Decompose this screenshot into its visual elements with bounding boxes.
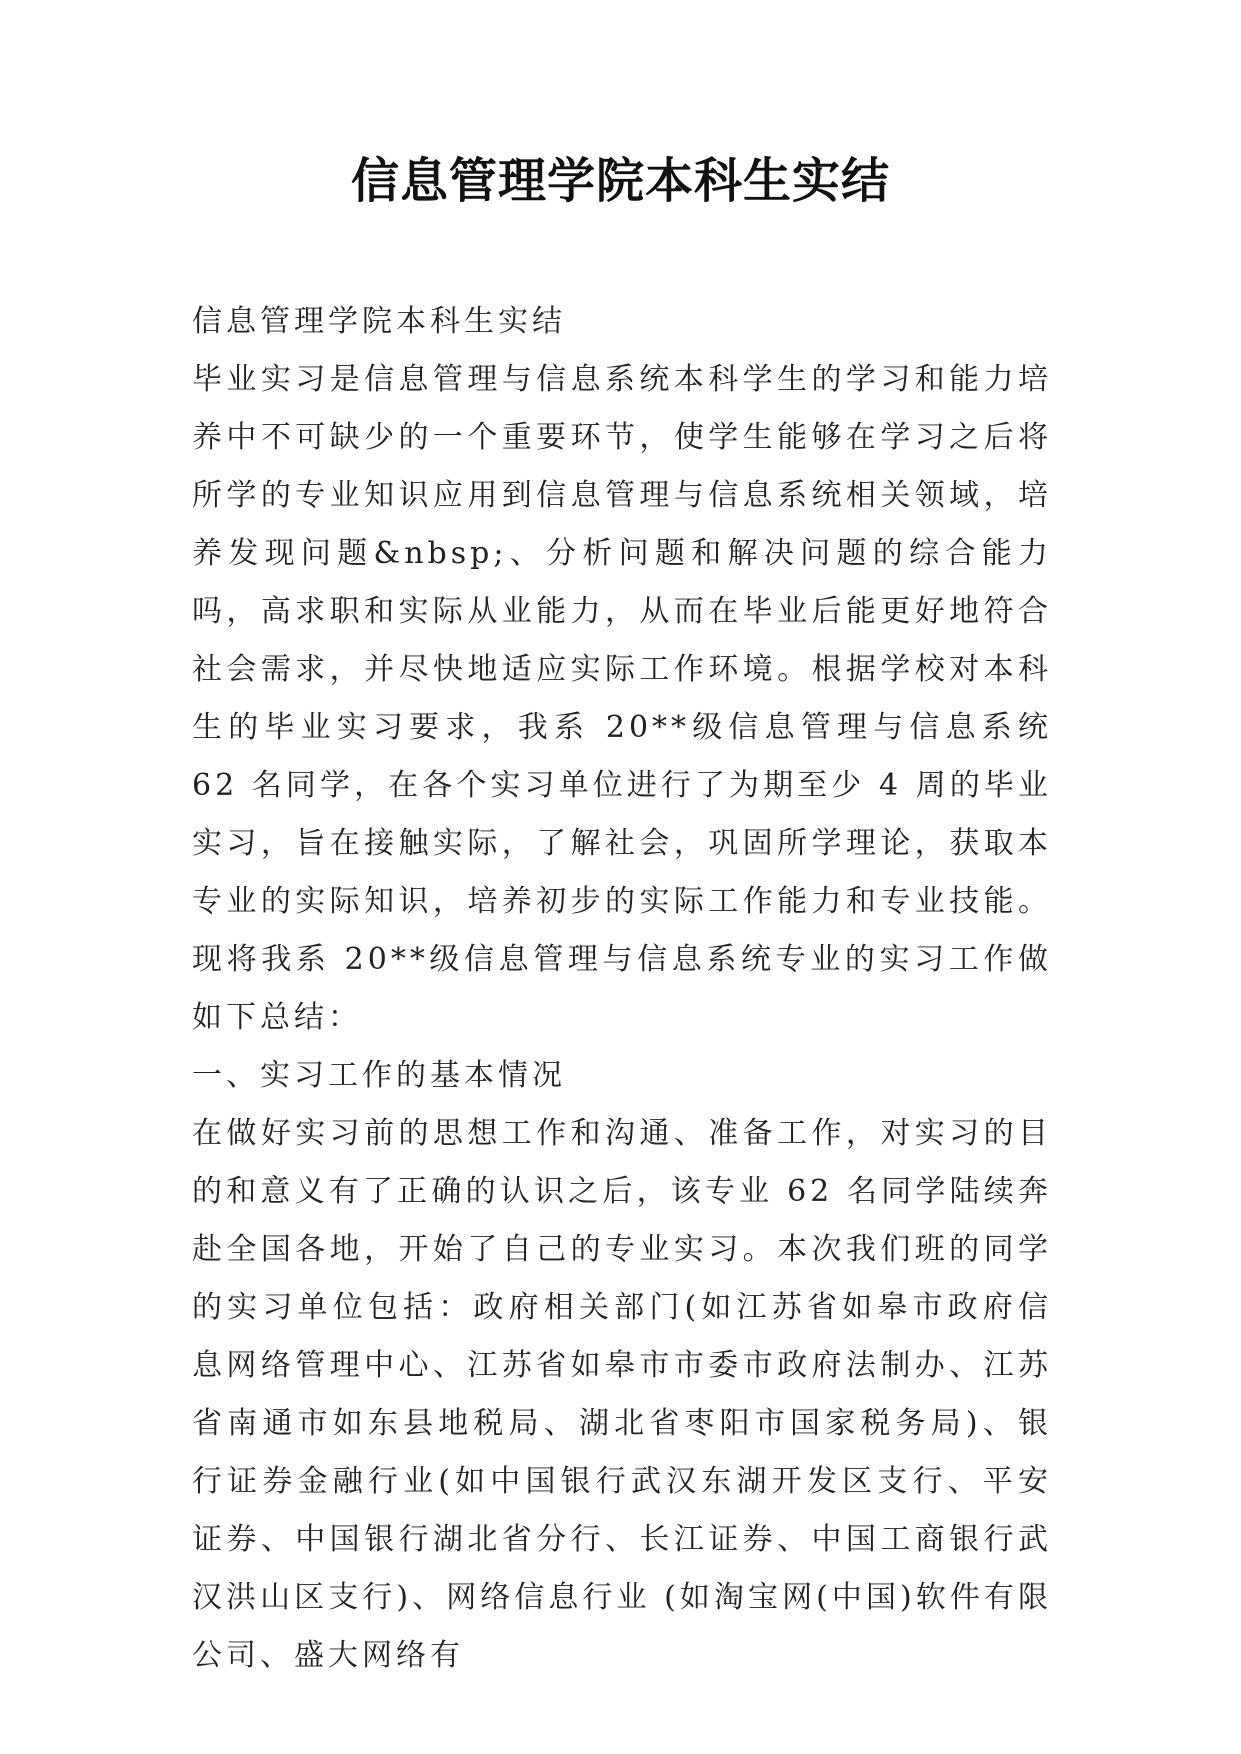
document-title: 信息管理学院本科生实结 bbox=[350, 153, 890, 209]
body-paragraph-heading: 信息管理学院本科生实结 bbox=[192, 304, 566, 339]
body-paragraph-internship-units: 在做好实习前的思想工作和沟通、准备工作，对实习的目的和意义有了正确的认识之后，该专业 62 名同学陆续奔赴全国各地，开始了自己的专业实习。本次我们班的同学的实习单位包括：政府相关部门(如江苏省如皋市政府信息网络管理中心、江苏省如皋市市委市政府法制办、江苏省南通市如东县地税局、湖北省枣阳市国家税务局)、银行证券金融行业(如中国银行武汉东湖开发区支行、平安证券、中国银行湖北省分行、长江证券、中国工商银行武汉洪山区支行)、网络信息行业 (如淘宝网(中国)软件有限公司、盛大网络有 bbox=[192, 1116, 1052, 1673]
document-body bbox=[192, 293, 1052, 1685]
body-paragraph-intro: 毕业实习是信息管理与信息系统本科学生的学习和能力培养中不可缺少的一个重要环节，使学生能够在学习之后将所学的专业知识应用到信息管理与信息系统相关领域，培养发现问题&nbsp;、分析问题和解决问题的综合能力吗，高求职和实际从业能力，从而在毕业后能更好地符合社会需求，并尽快地适应实际工作环境。根据学校对本科生的毕业实习要求，我系 20**级信息管理与信息系统 62 名同学，在各个实习单位进行了为期至少 4 周的毕业实习，旨在接触实际，了解社会，巩固所学理论，获取本专业的实际知识，培养初步的实际工作能力和专业技能。现将我系 20**级信息管理与信息系统专业的实习工作做如下总结： bbox=[192, 362, 1052, 1035]
section-heading-basic-situation: 一、实习工作的基本情况 bbox=[192, 1058, 566, 1093]
